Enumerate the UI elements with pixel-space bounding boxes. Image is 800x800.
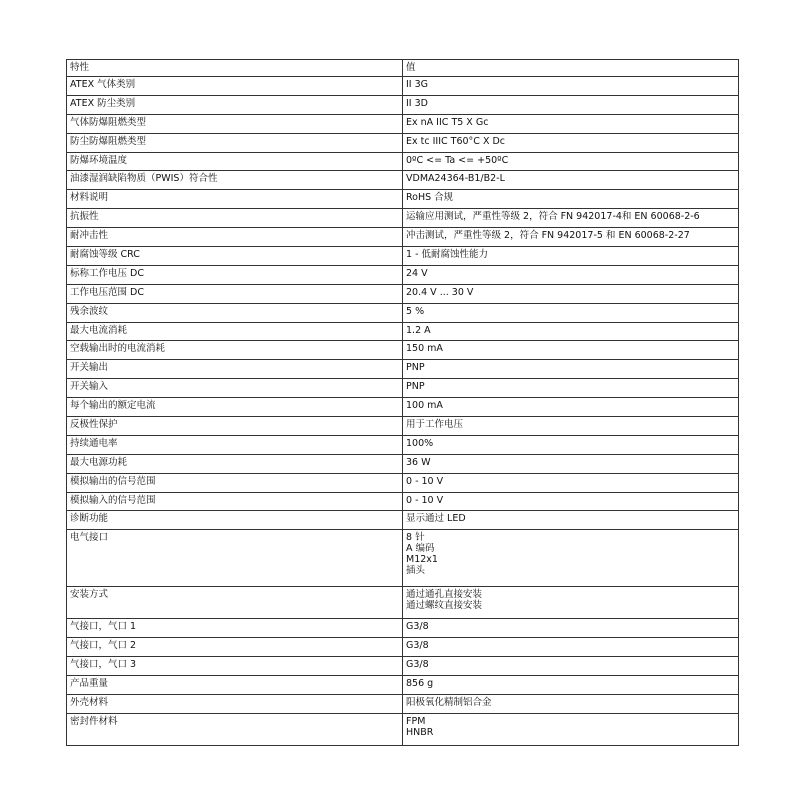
property-cell: 标称工作电压 DC [67,265,403,284]
value-cell [403,95,739,114]
value-line: 150 mA [406,343,443,355]
value-line: 通过螺纹直接安装 [406,600,483,612]
table-row [67,322,739,341]
value-line: FPM [406,715,426,727]
property-cell: 诊断功能 [67,511,403,530]
value-cell [403,694,739,713]
value-line: PNP [406,362,425,374]
value-line: 1.2 A [406,324,431,336]
property-cell: 电气接口 [67,530,403,587]
value-cell [403,228,739,247]
value-line: 插头 [406,565,426,577]
value-line: 通过通孔直接安装 [406,589,483,601]
property-cell: 安装方式 [67,587,403,619]
header-property: 特性 [67,60,403,77]
table-row [67,379,739,398]
value-cell [403,114,739,133]
value-cell [403,398,739,417]
value-cell [403,303,739,322]
property-cell: 防尘防爆阻燃类型 [67,133,403,152]
property-cell: 最大电流消耗 [67,322,403,341]
property-cell: 空载输出时的电流消耗 [67,341,403,360]
value-line: 20.4 V ... 30 V [406,286,474,298]
value-cell [403,265,739,284]
table-row [67,114,739,133]
table-row [67,530,739,587]
value-line: 856 g [406,678,434,690]
property-cell: 气接口，气口 2 [67,638,403,657]
spec-table-body [67,77,739,746]
value-line: RoHS 合规 [406,192,454,204]
value-line: G3/8 [406,659,429,671]
header-value: 值 [403,60,739,77]
value-cell [403,133,739,152]
value-line: 0 - 10 V [406,494,444,506]
table-row [67,284,739,303]
value-line: 阳极氧化精制铝合金 [406,696,492,708]
table-row [67,152,739,171]
value-cell [403,341,739,360]
value-cell [403,638,739,657]
value-cell [403,322,739,341]
property-cell: 每个输出的额定电流 [67,398,403,417]
value-line: II 3G [406,79,429,90]
table-row [67,95,739,114]
property-cell: ATEX 气体类别 [67,77,403,96]
value-line: Ex tc IIIC T60°C X Dc [406,135,506,147]
table-row [67,265,739,284]
value-cell [403,209,739,228]
property-cell: 耐腐蚀等级 CRC [67,247,403,266]
table-row [67,619,739,638]
value-cell [403,360,739,379]
table-row [67,247,739,266]
property-cell: 防爆环境温度 [67,152,403,171]
value-cell [403,77,739,96]
property-cell: 最大电源功耗 [67,454,403,473]
property-cell: 残余波纹 [67,303,403,322]
value-line: M12x1 [406,554,438,566]
value-line: 5 % [406,305,425,317]
value-cell [403,676,739,695]
table-row [67,473,739,492]
table-row [67,511,739,530]
value-cell [403,713,739,745]
table-row [67,417,739,436]
property-cell: 外壳材料 [67,694,403,713]
value-cell [403,435,739,454]
value-line: 0 - 10 V [406,475,444,487]
value-cell [403,473,739,492]
value-cell [403,511,739,530]
property-cell: 气接口，气口 3 [67,657,403,676]
table-row [67,303,739,322]
table-row [67,190,739,209]
table-row [67,492,739,511]
table-row [67,209,739,228]
value-line: G3/8 [406,640,429,652]
value-line: 100% [406,437,434,449]
property-cell: 持续通电率 [67,435,403,454]
table-row [67,454,739,473]
value-line: 0ºC <= Ta <= +50ºC [406,154,509,166]
property-cell: ATEX 防尘类别 [67,95,403,114]
value-line: 100 mA [406,400,443,412]
property-cell: 气接口，气口 1 [67,619,403,638]
property-cell: 模拟输出的信号范围 [67,473,403,492]
property-cell: 反极性保护 [67,417,403,436]
table-row [67,713,739,745]
value-line: 8 针 [406,532,425,544]
property-cell: 材料说明 [67,190,403,209]
property-cell: 抗振性 [67,209,403,228]
property-cell: 油漆湿润缺陷物质（PWIS）符合性 [67,171,403,190]
table-row [67,77,739,96]
value-cell [403,619,739,638]
value-line: II 3D [406,97,428,109]
table-row [67,587,739,619]
property-cell: 模拟输入的信号范围 [67,492,403,511]
value-line: PNP [406,381,425,393]
value-cell [403,284,739,303]
value-cell [403,171,739,190]
spec-table [66,59,739,746]
value-cell [403,492,739,511]
value-line: 用于工作电压 [406,419,464,431]
table-row [67,657,739,676]
value-line: 显示通过 LED [406,513,466,525]
value-cell [403,530,739,587]
table-row [67,360,739,379]
value-cell [403,454,739,473]
table-header-row [67,60,739,77]
value-cell [403,190,739,209]
property-cell: 工作电压范围 DC [67,284,403,303]
property-cell: 开关输出 [67,360,403,379]
table-row [67,171,739,190]
property-cell: 气体防爆阻燃类型 [67,114,403,133]
spec-sheet [66,59,738,746]
value-cell [403,417,739,436]
table-row [67,638,739,657]
table-row [67,228,739,247]
value-line: 1 - 低耐腐蚀性能力 [406,249,489,261]
table-row [67,133,739,152]
value-line: A 编码 [406,543,435,555]
property-cell: 耐冲击性 [67,228,403,247]
value-cell [403,657,739,676]
table-row [67,398,739,417]
table-row [67,435,739,454]
table-row [67,676,739,695]
value-cell [403,587,739,619]
value-line: VDMA24364-B1/B2-L [406,173,505,185]
value-cell [403,247,739,266]
property-cell: 密封件材料 [67,713,403,745]
value-line: HNBR [406,726,434,738]
value-line: Ex nA IIC T5 X Gc [406,116,489,128]
table-row [67,341,739,360]
value-line: 24 V [406,267,428,279]
value-line: 36 W [406,456,431,468]
value-line: 运输应用测试，严重性等级 2，符合 FN 942017-4和 EN 60068-2-6 [406,211,700,223]
value-line: G3/8 [406,621,429,633]
value-cell [403,152,739,171]
table-row [67,694,739,713]
property-cell: 产品重量 [67,676,403,695]
value-cell [403,379,739,398]
value-line: 冲击测试，严重性等级 2，符合 FN 942017-5 和 EN 60068-2-27 [406,230,690,242]
property-cell: 开关输入 [67,379,403,398]
